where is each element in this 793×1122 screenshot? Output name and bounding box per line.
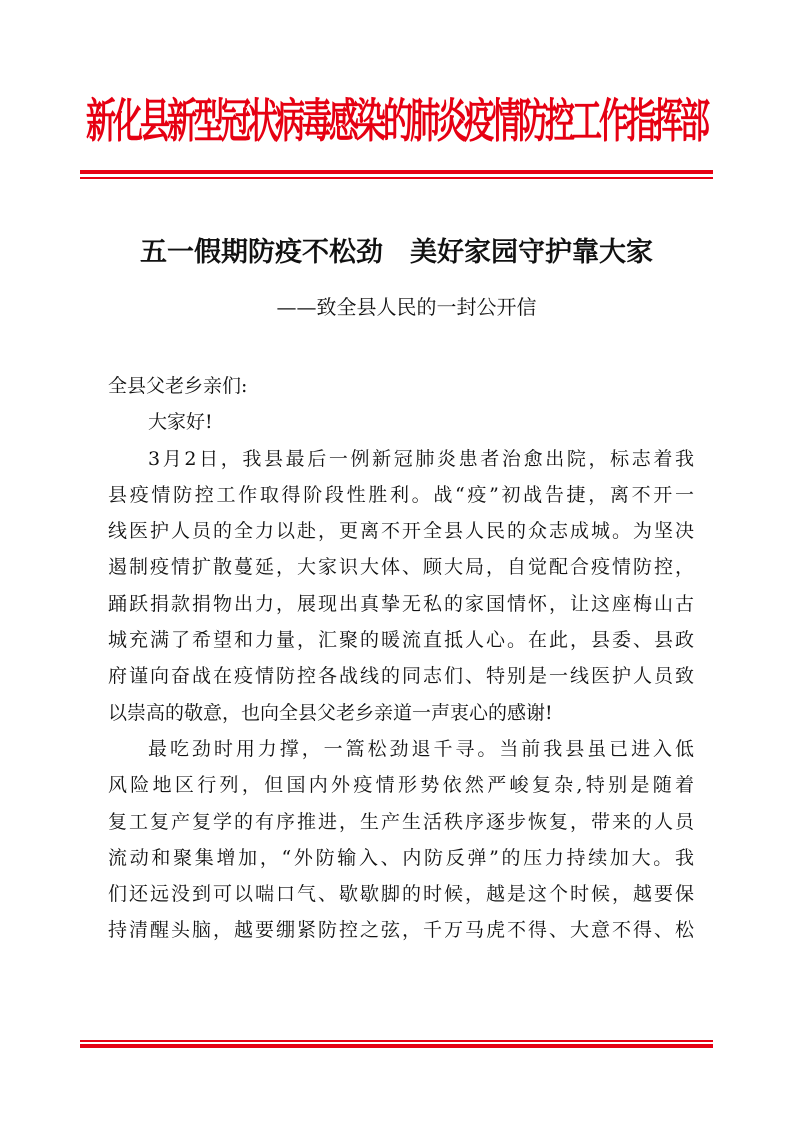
letterhead-divider-thin [80,177,713,179]
greeting: 大家好! [148,411,213,434]
paragraph-line: 府谨向奋战在疫情防控各战线的同志们、特别是一线医护人员致 [108,665,694,688]
paragraph-line: 线医护人员的全力以赴，更离不开全县人民的众志成城。为坚决 [108,520,694,543]
paragraph-line: 们还远没到可以喘口气、歇歇脚的时候，越是这个时候，越要保 [108,883,694,906]
paragraph-line: 城充满了希望和力量，汇聚的暖流直抵人心。在此，县委、县政 [108,629,694,652]
salutation: 全县父老乡亲们: [108,375,248,397]
paragraph-line: 持清醒头脑，越要绷紧防控之弦，千万马虎不得、大意不得、松 [108,919,694,942]
paragraph-line: 踊跃捐款捐物出力，展现出真挚无私的家国情怀，让这座梅山古 [108,592,694,615]
paragraph-line: 遏制疫情扩散蔓延，大家识大体、顾大局，自觉配合疫情防控， [108,556,694,579]
paragraph-line: 县疫情防控工作取得阶段性胜利。战“疫”初战告捷，离不开一 [108,483,694,506]
paragraph-line: 3月2日，我县最后一例新冠肺炎患者治愈出院，标志着我 [148,447,694,470]
footer-divider-thin [80,1040,713,1042]
paragraph-line: 最吃劲时用力撑，一篙松劲退千寻。当前我县虽已进入低 [148,737,694,760]
document-subtitle: ——致全县人民的一封公开信 [276,295,537,319]
letterhead-org-name: 新化县新型冠状病毒感染的肺炎疫情防控工作指挥部 [86,95,707,150]
paragraph-line: 风险地区行列，但国内外疫情形势依然严峻复杂,特别是随着 [108,774,694,797]
footer-divider-thick [80,1044,713,1048]
letterhead-divider-thick [80,170,713,174]
letter-body [108,368,694,949]
paragraph-line: 以崇高的敬意，也向全县父老乡亲道一声衷心的感谢! [108,701,553,724]
document-title: 五一假期防疫不松劲 美好家园守护靠大家 [140,237,653,268]
paragraph-line: 复工复产复学的有序推进，生产生活秩序逐步恢复，带来的人员 [108,810,694,833]
paragraph-line: 流动和聚集增加，“外防输入、内防反弹”的压力持续加大。我 [108,846,694,869]
